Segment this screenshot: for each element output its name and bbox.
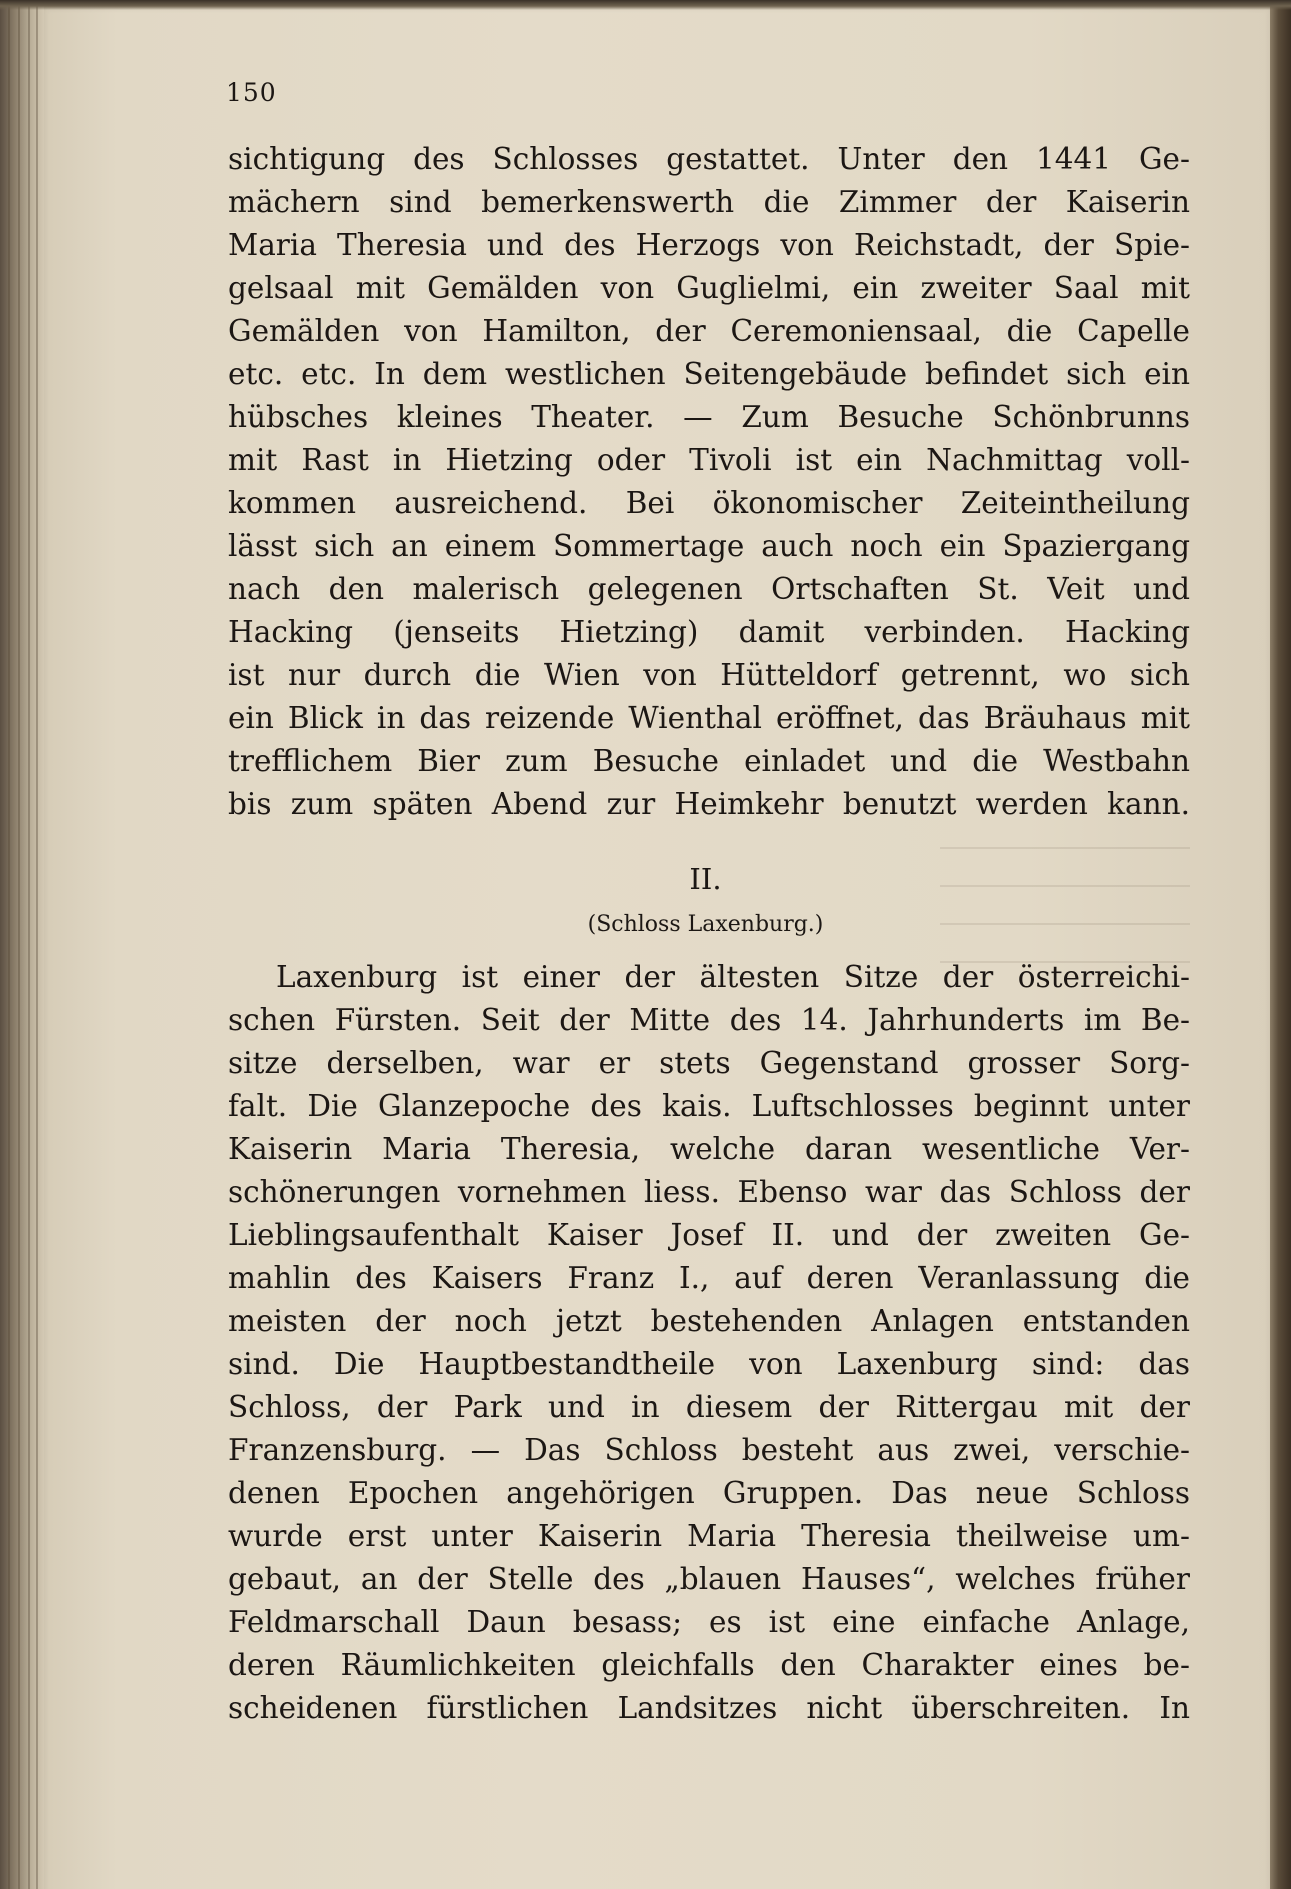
text-line: kommen ausreichend. Bei ökonomischer Zeiteintheilung (228, 486, 1190, 520)
text-line: mit Rast in Hietzing oder Tivoli ist ein Nachmittag voll- (228, 443, 1190, 477)
text-line: Hacking (jenseits Hietzing) damit verbinden. Hacking (228, 615, 1190, 649)
text-line: Lieblingsaufenthalt Kaiser Josef II. und der zweiten Ge- (228, 1218, 1190, 1252)
text-line: scheidenen fürstlichen Landsitzes nicht überschreiten. In (228, 1691, 1190, 1725)
text-line: trefflichem Bier zum Besuche einladet und die Westbahn (228, 744, 1190, 778)
text-line: bis zum späten Abend zur Heimkehr benutzt werden kann. (228, 787, 1190, 821)
page-top-edge (0, 0, 1291, 10)
text-line: nach den malerisch gelegenen Ortschaften St. Veit und (228, 572, 1190, 606)
text-line: Kaiserin Maria Theresia, welche daran wesentliche Ver- (228, 1132, 1190, 1166)
text-line: Laxenburg ist einer der ältesten Sitze der österreichi- (276, 960, 1190, 994)
text-line: deren Räumlichkeiten gleichfalls den Charakter eines be- (228, 1648, 1190, 1682)
section-subtitle: (Schloss Laxenburg.) (587, 912, 824, 937)
text-line: gelsaal mit Gemälden von Guglielmi, ein zweiter Saal mit (228, 271, 1190, 305)
text-line: ist nur durch die Wien von Hütteldorf getrennt, wo sich (228, 658, 1190, 692)
section-number: II. (689, 862, 722, 896)
text-line: etc. etc. In dem westlichen Seitengebäude befindet sich ein (228, 357, 1190, 391)
text-line: denen Epochen angehörigen Gruppen. Das neue Schloss (228, 1476, 1190, 1510)
text-line: Feldmarschall Daun besass; es ist eine einfache Anlage, (228, 1605, 1190, 1639)
text-line: schen Fürsten. Seit der Mitte des 14. Jahrhunderts im Be- (228, 1003, 1190, 1037)
text-line: Gemälden von Hamilton, der Ceremoniensaal, die Capelle (228, 314, 1190, 348)
bleed-through-text (940, 835, 1190, 975)
text-line: mächern sind bemerkenswerth die Zimmer der Kaiserin (228, 185, 1190, 219)
page-right-edge (1270, 0, 1291, 1889)
text-line: meisten der noch jetzt bestehenden Anlagen entstanden (228, 1304, 1190, 1338)
text-line: Maria Theresia und des Herzogs von Reichstadt, der Spie- (228, 228, 1190, 262)
text-line: Schloss, der Park und in diesem der Rittergau mit der (228, 1390, 1190, 1424)
text-line: gebaut, an der Stelle des „blauen Hauses“, welches früher (228, 1562, 1190, 1596)
text-line: schönerungen vornehmen liess. Ebenso war das Schloss der (228, 1175, 1190, 1209)
text-line: sind. Die Hauptbestandtheile von Laxenburg sind: das (228, 1347, 1190, 1381)
page-number: 150 (226, 78, 277, 107)
text-line: sitze derselben, war er stets Gegenstand grosser Sorg- (228, 1046, 1190, 1080)
text-line: ein Blick in das reizende Wienthal eröffnet, das Bräuhaus mit (228, 701, 1190, 735)
text-line: falt. Die Glanzepoche des kais. Luftschlosses beginnt unter (228, 1089, 1190, 1123)
text-line: hübsches kleines Theater. — Zum Besuche Schönbrunns (228, 400, 1190, 434)
text-line: mahlin des Kaisers Franz I., auf deren Veranlassung die (228, 1261, 1190, 1295)
text-line: sichtigung des Schlosses gestattet. Unter den 1441 Ge- (228, 142, 1190, 176)
text-line: wurde erst unter Kaiserin Maria Theresia theilweise um- (228, 1519, 1190, 1553)
text-line: lässt sich an einem Sommertage auch noch ein Spaziergang (228, 529, 1190, 563)
text-line: Franzensburg. — Das Schloss besteht aus zwei, verschie- (228, 1433, 1190, 1467)
